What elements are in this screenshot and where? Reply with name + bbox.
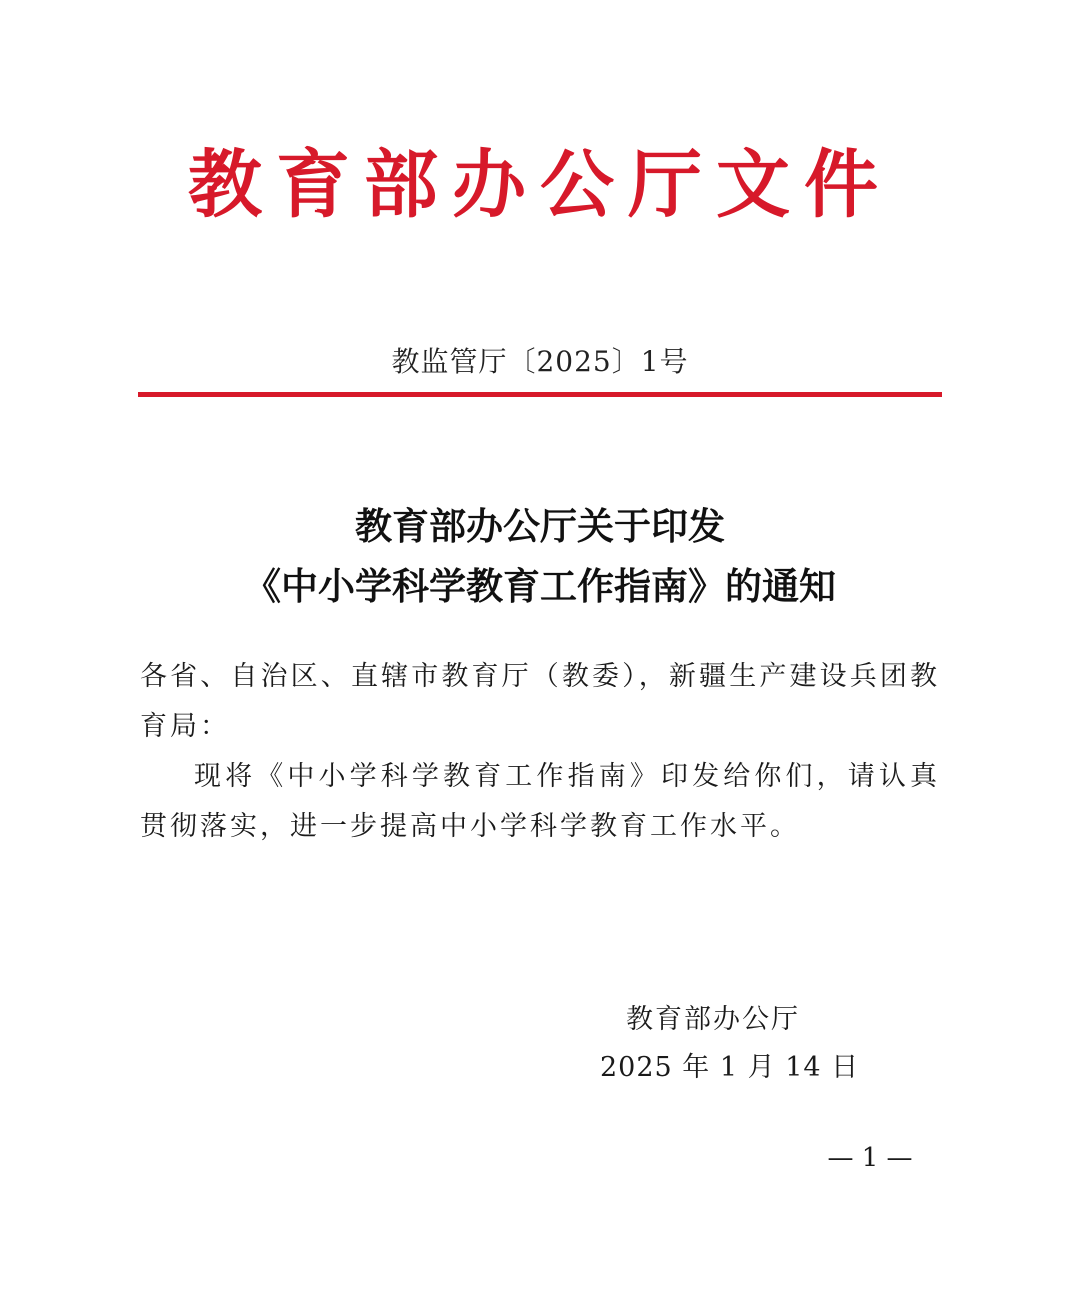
document-number: 教监管厅〔2025〕1号 [391,345,689,378]
issuer-heading: 教育部办公厅文件 [188,142,892,228]
page-number: — 1 — [827,1143,913,1173]
main-paragraph: 现将《中小学科学教育工作指南》印发给你们，请认真贯彻落实，进一步提高中小学科学教育工作水平。 [140,761,940,842]
signature-organization: 教育部办公厅 [626,1004,800,1035]
notice-title [140,496,940,616]
addressee-paragraph: 各省、自治区、直辖市教育厅（教委），新疆生产建设兵团教育局： [140,661,940,742]
notice-title-line1: 教育部办公厅关于印发 [355,504,725,548]
signature-date: 2025 年 1 月 14 日 [600,1052,860,1083]
notice-title-line2: 《中小学科学教育工作指南》的通知 [244,564,836,608]
red-divider-line [138,392,942,397]
notice-body [140,652,940,852]
